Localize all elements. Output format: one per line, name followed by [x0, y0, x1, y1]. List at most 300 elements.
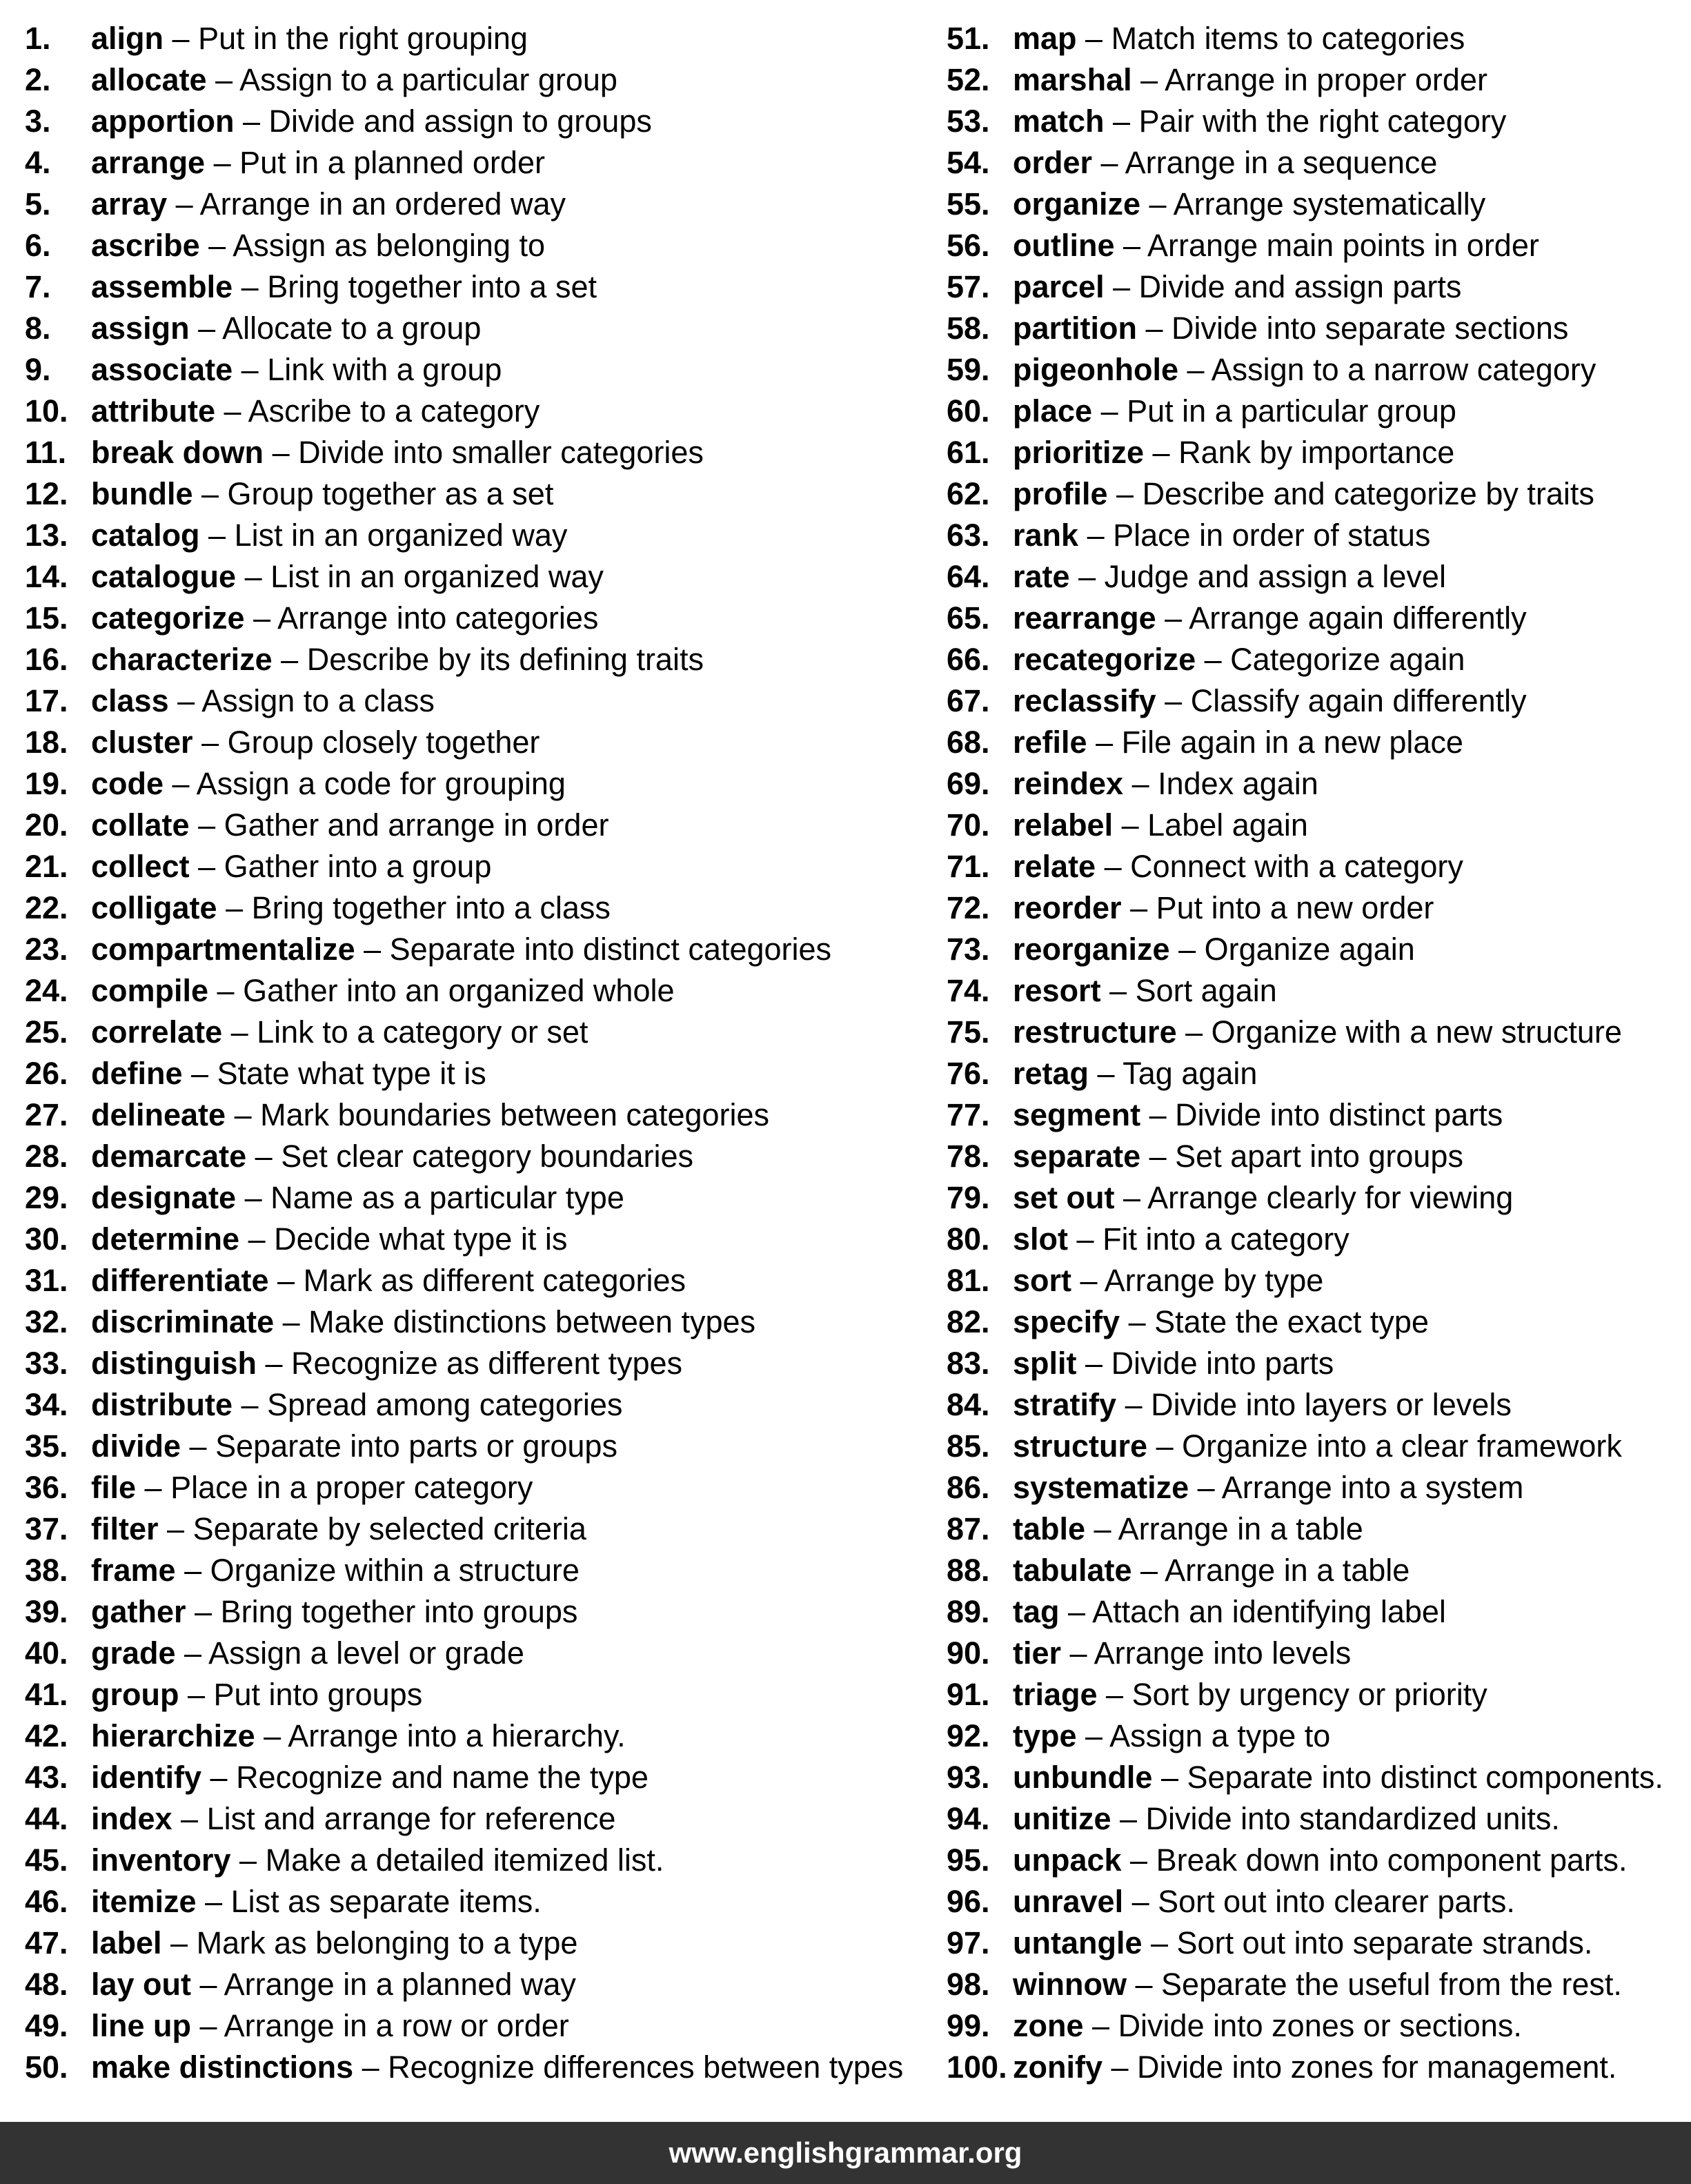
item-word: assign — [91, 311, 190, 346]
list-item — [25, 1633, 922, 1674]
item-definition: Arrange into levels — [1094, 1635, 1352, 1671]
item-separator: – — [1196, 642, 1231, 677]
item-definition: Arrange in a sequence — [1125, 145, 1438, 180]
list-item — [947, 1426, 1685, 1467]
item-definition: Mark boundaries between categories — [260, 1097, 770, 1132]
item-definition: Separate into distinct components. — [1187, 1760, 1663, 1795]
item-separator: – — [1114, 1180, 1148, 1215]
item-word: relate — [1013, 849, 1096, 884]
item-number: 57. — [947, 269, 990, 304]
item-separator: – — [192, 725, 228, 760]
item-separator: – — [199, 518, 235, 553]
item-word: attribute — [91, 393, 215, 429]
item-definition: Arrange in proper order — [1165, 62, 1487, 97]
item-number: 45. — [25, 1842, 68, 1878]
item-separator: – — [167, 186, 200, 222]
item-separator: – — [136, 1470, 171, 1505]
item-number: 40. — [25, 1635, 68, 1671]
item-word: collate — [91, 807, 190, 843]
item-word: collect — [91, 849, 190, 884]
footer-url: www.englishgrammar.org — [669, 2136, 1022, 2169]
item-definition: Gather and arrange in order — [224, 807, 609, 843]
item-word: label — [91, 1925, 162, 1960]
list-item — [947, 1260, 1685, 1301]
item-definition: Classify again differently — [1190, 683, 1527, 718]
item-definition: Sort out into clearer parts. — [1158, 1884, 1515, 1919]
item-separator: – — [264, 435, 299, 470]
item-separator: – — [355, 932, 390, 967]
item-word: zone — [1013, 2008, 1084, 2043]
item-word: profile — [1013, 476, 1108, 511]
item-separator: – — [186, 1594, 221, 1629]
item-definition: Tag again — [1123, 1056, 1258, 1091]
item-number: 62. — [947, 476, 990, 511]
item-separator: – — [1104, 104, 1139, 139]
item-word: line up — [91, 2008, 191, 2043]
item-definition: Place in a proper category — [170, 1470, 533, 1505]
item-separator: – — [189, 849, 224, 884]
item-definition: Arrange by type — [1104, 1263, 1324, 1298]
list-item — [947, 1177, 1685, 1219]
item-number: 30. — [25, 1221, 68, 1257]
list-item — [947, 1591, 1685, 1633]
item-separator: – — [192, 476, 228, 511]
item-separator: – — [233, 269, 268, 304]
item-definition: Arrange in a table — [1165, 1553, 1410, 1588]
item-definition: Separate into parts or groups — [215, 1428, 617, 1464]
item-number: 72. — [947, 890, 990, 925]
list-item — [947, 1881, 1685, 1922]
item-word: discriminate — [91, 1304, 275, 1339]
item-separator: – — [1126, 1967, 1162, 2002]
list-item — [25, 970, 922, 1012]
item-separator: – — [234, 104, 269, 139]
item-separator: – — [1085, 1511, 1118, 1546]
list-item — [947, 722, 1685, 763]
list-item — [25, 1881, 922, 1922]
item-word: itemize — [91, 1884, 197, 1919]
item-number: 68. — [947, 725, 990, 760]
item-number: 53. — [947, 104, 990, 139]
item-separator: – — [181, 1428, 216, 1464]
list-item — [947, 970, 1685, 1012]
item-number: 25. — [25, 1014, 68, 1050]
item-number: 32. — [25, 1304, 68, 1339]
item-definition: Put in a planned order — [239, 145, 545, 180]
item-number: 90. — [947, 1635, 990, 1671]
item-word: cluster — [91, 725, 193, 760]
list-item — [947, 1715, 1685, 1757]
item-number: 6. — [25, 228, 51, 263]
item-separator: – — [239, 1221, 275, 1257]
item-separator: – — [1142, 1925, 1177, 1960]
list-item — [25, 1840, 922, 1881]
item-definition: Set clear category boundaries — [281, 1139, 694, 1174]
item-number: 2. — [25, 62, 51, 97]
item-separator: – — [274, 1304, 309, 1339]
list-item — [25, 1550, 922, 1591]
item-number: 33. — [25, 1346, 68, 1381]
item-separator: – — [191, 1967, 224, 2002]
list-item — [25, 473, 922, 515]
item-separator: – — [1189, 1470, 1222, 1505]
item-definition: Fit into a category — [1102, 1221, 1349, 1257]
item-definition: Break down into component parts. — [1156, 1842, 1628, 1878]
list-item — [25, 142, 922, 184]
item-definition: Arrange systematically — [1173, 186, 1486, 222]
item-definition: List in an organized way — [234, 518, 568, 553]
item-definition: Separate the useful from the rest. — [1161, 1967, 1622, 2002]
item-word: untangle — [1013, 1925, 1143, 1960]
item-definition: List and arrange for reference — [206, 1801, 616, 1836]
list-item — [25, 887, 922, 929]
item-number: 52. — [947, 62, 990, 97]
list-item — [25, 929, 922, 970]
list-item — [947, 391, 1685, 432]
item-definition: State the exact type — [1154, 1304, 1429, 1339]
item-separator: – — [206, 62, 240, 97]
list-item — [25, 432, 922, 473]
list-item — [25, 1757, 922, 1798]
item-word: ascribe — [91, 228, 200, 263]
item-word: resort — [1013, 973, 1101, 1008]
item-word: tier — [1013, 1635, 1062, 1671]
item-separator: – — [1087, 725, 1122, 760]
item-definition: Decide what type it is — [274, 1221, 568, 1257]
item-separator: – — [1076, 1718, 1110, 1753]
list-item — [25, 1053, 922, 1094]
item-definition: State what type it is — [217, 1056, 486, 1091]
item-number: 69. — [947, 766, 990, 801]
list-item — [25, 1177, 922, 1219]
item-number: 56. — [947, 228, 990, 263]
item-word: reindex — [1013, 766, 1124, 801]
list-item — [25, 1964, 922, 2005]
item-separator: – — [1076, 21, 1111, 56]
item-word: correlate — [91, 1014, 223, 1050]
item-number: 27. — [25, 1097, 68, 1132]
list-item — [25, 1467, 922, 1508]
list-item — [25, 1674, 922, 1715]
item-word: make distinctions — [91, 2049, 354, 2085]
item-definition: Divide into zones or sections. — [1118, 2008, 1522, 2043]
item-definition: Bring together into a class — [251, 890, 611, 925]
item-definition: Arrange main points in order — [1147, 228, 1539, 263]
item-definition: Organize within a structure — [210, 1553, 580, 1588]
item-number: 78. — [947, 1139, 990, 1174]
item-definition: Ascribe to a category — [248, 393, 540, 429]
list-item — [947, 432, 1685, 473]
item-word: unravel — [1013, 1884, 1124, 1919]
item-number: 23. — [25, 932, 68, 967]
item-word: structure — [1013, 1428, 1148, 1464]
list-item — [947, 763, 1685, 805]
item-separator: – — [164, 766, 197, 801]
item-definition: Organize into a clear framework — [1182, 1428, 1622, 1464]
item-definition: Place in order of status — [1113, 518, 1431, 553]
item-number: 31. — [25, 1263, 68, 1298]
list-item — [25, 1094, 922, 1136]
list-item — [947, 929, 1685, 970]
item-separator: – — [1121, 890, 1156, 925]
item-definition: Bring together into a set — [267, 269, 597, 304]
item-separator: – — [217, 890, 252, 925]
item-definition: Put into groups — [213, 1677, 423, 1712]
item-separator: – — [1147, 1428, 1183, 1464]
item-number: 82. — [947, 1304, 990, 1339]
item-word: pigeonhole — [1013, 352, 1178, 387]
item-word: retag — [1013, 1056, 1089, 1091]
item-number: 58. — [947, 311, 990, 346]
item-word: rate — [1013, 559, 1070, 594]
item-definition: Arrange again differently — [1189, 600, 1527, 636]
item-definition: List as separate items. — [230, 1884, 542, 1919]
item-definition: Gather into a group — [224, 849, 492, 884]
item-number: 8. — [25, 311, 51, 346]
item-definition: Separate into distinct categories — [389, 932, 832, 967]
item-word: split — [1013, 1346, 1077, 1381]
item-number: 80. — [947, 1221, 990, 1257]
item-number: 38. — [25, 1553, 68, 1588]
list-item — [25, 1715, 922, 1757]
item-definition: Put into a new order — [1156, 890, 1434, 925]
item-definition: Describe and categorize by traits — [1142, 476, 1594, 511]
item-word: winnow — [1013, 1967, 1127, 2002]
item-word: identify — [91, 1760, 202, 1795]
item-definition: Assign to a particular group — [239, 62, 617, 97]
item-separator: – — [1113, 807, 1148, 843]
item-separator: – — [182, 1056, 217, 1091]
item-word: set out — [1013, 1180, 1115, 1215]
item-separator: – — [1083, 2008, 1118, 2043]
item-separator: – — [196, 1884, 231, 1919]
item-separator: – — [1144, 435, 1179, 470]
item-number: 89. — [947, 1594, 990, 1629]
item-number: 26. — [25, 1056, 68, 1091]
list-item — [25, 598, 922, 639]
item-number: 98. — [947, 1967, 990, 2002]
item-number: 5. — [25, 186, 51, 222]
item-separator: – — [161, 1925, 197, 1960]
item-definition: Attach an identifying label — [1092, 1594, 1446, 1629]
item-word: grade — [91, 1635, 176, 1671]
item-word: place — [1013, 393, 1093, 429]
item-separator: – — [164, 21, 199, 56]
item-number: 13. — [25, 518, 68, 553]
item-number: 9. — [25, 352, 51, 387]
item-definition: Link with a group — [267, 352, 502, 387]
list-item — [947, 1053, 1685, 1094]
item-definition: Make a detailed itemized list. — [265, 1842, 664, 1878]
item-word: triage — [1013, 1677, 1098, 1712]
item-number: 17. — [25, 683, 68, 718]
list-item — [25, 805, 922, 846]
list-item — [947, 1467, 1685, 1508]
item-definition: Group together as a set — [227, 476, 554, 511]
list-item — [25, 1219, 922, 1260]
item-word: demarcate — [91, 1139, 247, 1174]
item-word: partition — [1013, 311, 1137, 346]
list-item — [947, 184, 1685, 225]
item-number: 35. — [25, 1428, 68, 1464]
item-definition: Set apart into groups — [1175, 1139, 1463, 1174]
item-word: type — [1013, 1718, 1077, 1753]
item-separator: – — [172, 1801, 207, 1836]
item-word: group — [91, 1677, 179, 1712]
item-separator: – — [1140, 186, 1174, 222]
item-word: separate — [1013, 1139, 1141, 1174]
item-number: 75. — [947, 1014, 990, 1050]
item-word: define — [91, 1056, 183, 1091]
item-separator: – — [255, 1718, 288, 1753]
list-item — [25, 184, 922, 225]
item-number: 37. — [25, 1511, 68, 1546]
item-word: match — [1013, 104, 1105, 139]
item-word: inventory — [91, 1842, 231, 1878]
list-item — [947, 1384, 1685, 1426]
list-item — [25, 846, 922, 887]
item-definition: Recognize as different types — [291, 1346, 683, 1381]
list-item — [947, 515, 1685, 556]
item-word: rearrange — [1013, 600, 1156, 636]
list-item — [947, 639, 1685, 680]
item-definition: Sort out into separate strands. — [1176, 1925, 1593, 1960]
item-number: 11. — [25, 435, 67, 470]
item-word: reorganize — [1013, 932, 1170, 967]
list-item — [25, 1922, 922, 1964]
item-word: break down — [91, 435, 264, 470]
list-item — [947, 308, 1685, 349]
item-word: sort — [1013, 1263, 1072, 1298]
item-definition: Divide into separate sections — [1171, 311, 1569, 346]
item-number: 18. — [25, 725, 68, 760]
list-item — [947, 556, 1685, 598]
item-number: 22. — [25, 890, 68, 925]
item-separator: – — [201, 1760, 237, 1795]
item-word: table — [1013, 1511, 1086, 1546]
item-definition: Arrange in a row or order — [224, 2008, 569, 2043]
list-item — [25, 515, 922, 556]
item-word: index — [91, 1801, 172, 1836]
item-definition: Bring together into groups — [220, 1594, 578, 1629]
item-separator: – — [1061, 1635, 1094, 1671]
item-number: 79. — [947, 1180, 990, 1215]
item-number: 49. — [25, 2008, 68, 2043]
list-item — [25, 2047, 922, 2088]
item-separator: – — [1131, 62, 1165, 97]
item-separator: – — [1092, 393, 1127, 429]
item-separator: – — [233, 352, 268, 387]
item-separator: – — [1104, 269, 1139, 304]
item-number: 29. — [25, 1180, 68, 1215]
item-separator: – — [205, 145, 240, 180]
item-number: 50. — [25, 2049, 68, 2085]
list-item — [947, 1094, 1685, 1136]
item-number: 34. — [25, 1387, 68, 1422]
item-number: 44. — [25, 1801, 68, 1836]
list-item — [947, 1840, 1685, 1881]
item-number: 87. — [947, 1511, 990, 1546]
item-separator: – — [1121, 1842, 1156, 1878]
item-number: 51. — [947, 21, 990, 56]
list-item — [25, 391, 922, 432]
item-definition: Arrange in a planned way — [224, 1967, 576, 2002]
item-number: 60. — [947, 393, 990, 429]
list-item — [25, 1012, 922, 1053]
item-word: unbundle — [1013, 1760, 1153, 1795]
list-item — [25, 1136, 922, 1177]
item-separator: – — [1123, 1884, 1158, 1919]
item-definition: Categorize again — [1230, 642, 1465, 677]
list-item — [947, 18, 1685, 59]
item-separator: – — [233, 1387, 268, 1422]
item-definition: Divide and assign parts — [1138, 269, 1462, 304]
item-number: 97. — [947, 1925, 990, 1960]
item-definition: Index again — [1158, 766, 1318, 801]
item-word: frame — [91, 1553, 176, 1588]
list-item — [25, 722, 922, 763]
item-separator: – — [1107, 476, 1143, 511]
list-item — [947, 1219, 1685, 1260]
item-separator: – — [189, 311, 223, 346]
list-item — [947, 1798, 1685, 1840]
item-definition: Arrange clearly for viewing — [1147, 1180, 1514, 1215]
item-number: 41. — [25, 1677, 68, 1712]
item-separator: – — [1140, 1097, 1176, 1132]
item-definition: Label again — [1147, 807, 1308, 843]
item-word: categorize — [91, 600, 245, 636]
item-number: 81. — [947, 1263, 990, 1298]
list-item — [25, 308, 922, 349]
list-item — [25, 763, 922, 805]
item-separator: – — [179, 1677, 214, 1712]
list-item — [25, 1343, 922, 1384]
item-word: segment — [1013, 1097, 1141, 1132]
list-item — [947, 1757, 1685, 1798]
item-separator: – — [1111, 1801, 1146, 1836]
item-number: 74. — [947, 973, 990, 1008]
item-word: unpack — [1013, 1842, 1122, 1878]
item-number: 73. — [947, 932, 990, 967]
item-word: refile — [1013, 725, 1087, 760]
item-word: distinguish — [91, 1346, 257, 1381]
item-word: arrange — [91, 145, 206, 180]
item-number: 20. — [25, 807, 68, 843]
item-word: differentiate — [91, 1263, 269, 1298]
list-item — [947, 1012, 1685, 1053]
item-separator: – — [268, 1263, 304, 1298]
item-definition: Divide into parts — [1111, 1346, 1334, 1381]
item-separator: – — [236, 559, 271, 594]
item-separator: – — [226, 1097, 261, 1132]
item-definition: Arrange in an ordered way — [199, 186, 566, 222]
item-word: assemble — [91, 269, 233, 304]
item-word: tag — [1013, 1594, 1060, 1629]
list-item — [25, 1260, 922, 1301]
item-word: characterize — [91, 642, 273, 677]
item-separator: – — [1114, 228, 1148, 263]
item-number: 59. — [947, 352, 990, 387]
list-item — [25, 225, 922, 266]
item-word: compartmentalize — [91, 932, 355, 967]
item-definition: Group closely together — [227, 725, 540, 760]
item-definition: Describe by its defining traits — [306, 642, 704, 677]
item-word: filter — [91, 1511, 159, 1546]
item-definition: Assign a type to — [1109, 1718, 1331, 1753]
item-definition: Judge and assign a level — [1104, 559, 1446, 594]
list-item — [947, 1674, 1685, 1715]
list-item — [947, 1301, 1685, 1343]
